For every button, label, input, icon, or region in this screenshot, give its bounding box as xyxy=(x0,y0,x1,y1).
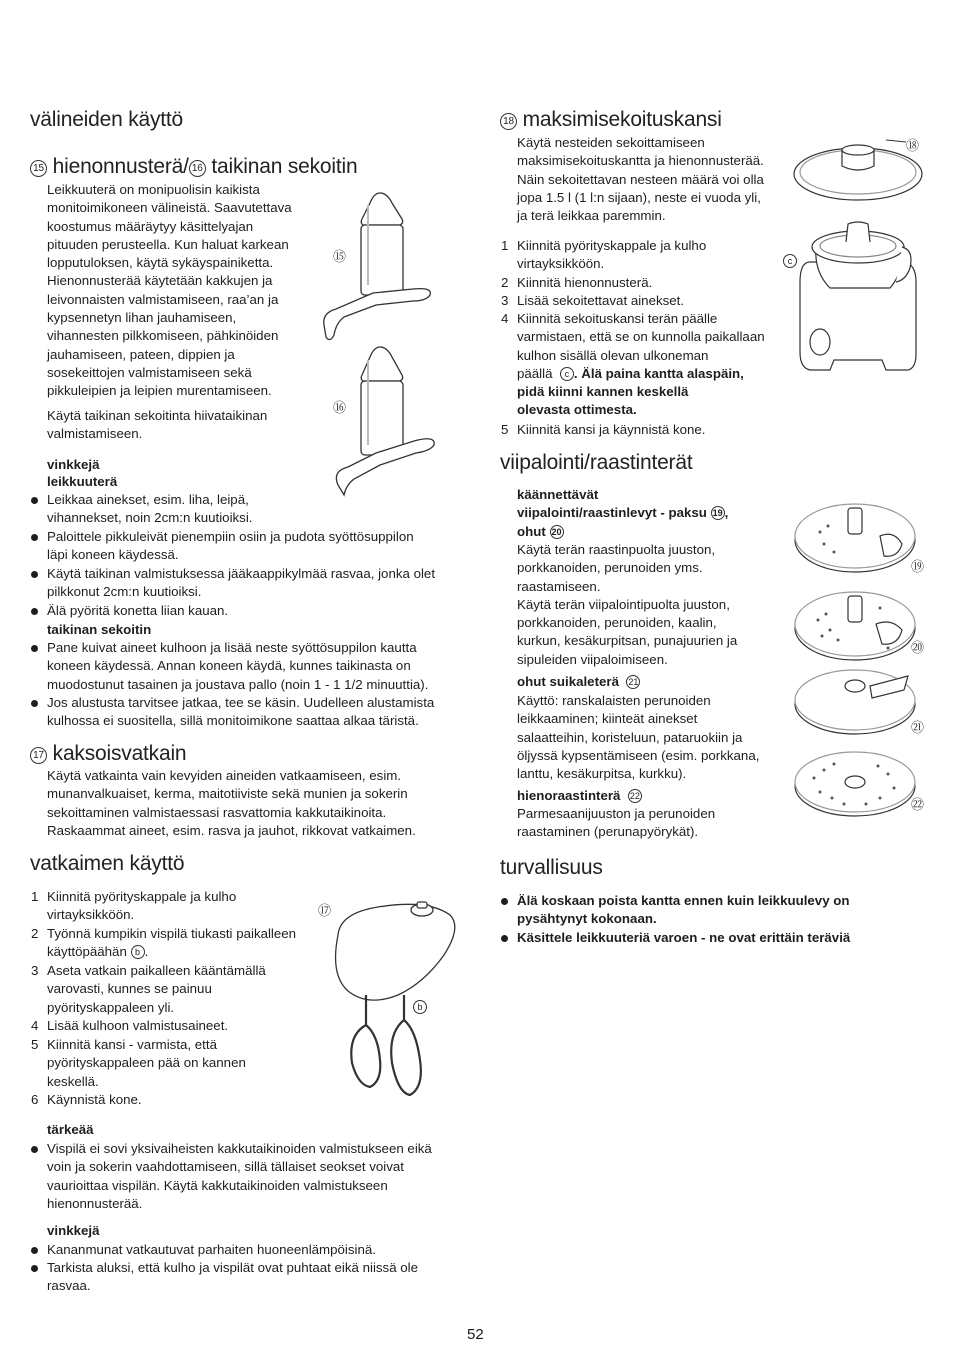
figure-label: b xyxy=(413,1000,427,1014)
list-item: Kananmunat vatkautuvat parhaiten huoneenlämpöisinä. xyxy=(30,1241,376,1259)
section-title: välineiden käyttö xyxy=(30,108,184,131)
whisk-heading: 17 kaksoisvatkain xyxy=(30,742,186,766)
step-item: 2 Kiinnitä hienonnusterä. xyxy=(501,275,653,290)
ref-badge: b xyxy=(131,945,145,959)
important-title: tärkeää xyxy=(47,1122,94,1137)
discs-subtitle: ohut suikaleterä 21 xyxy=(517,674,639,689)
step-item: 3 Lisää sekoitettavat ainekset. xyxy=(501,293,685,308)
figure-label: ⑮ xyxy=(333,249,347,264)
ref-badge: c xyxy=(560,367,574,381)
maxi-heading: 18 maksimisekoituskansi xyxy=(500,108,722,132)
chopper-paragraph: Leikkuuterä on monipuolisin kaikista monitoimikoneen välineistä. Saavutettava koostumus määräytyy käsittelyajan pituuden perusteella. Kun haluat karkean lopputuloksen, käytä sykäyspainiketta. Hienonnusterää käytetään kakkujen ja leivonnaisten valmistamiseen, raa’an ja kypsennetyn lihan jauhamiseen, vihannesten pilkkomiseen, pähkinöiden jauhamiseen, pateen, dippien ja sosekeittojen valmistamiseen sekä pikkuleipien ja leipien murentamiseen. xyxy=(47,182,292,399)
tips-title: vinkkejä xyxy=(47,457,100,472)
step-item: 4 Kiinnitä sekoituskansi terän päälle varmistaen, että se on kunnolla paikallaan kulhon sisällä olevan ulkoneman päällä c . Älä paina kantta alaspäin, pidä kiinni kannen keskellä olevasta ottimesta. xyxy=(501,311,765,418)
figure-label: ⑱ xyxy=(906,138,920,153)
number-badge: 15 xyxy=(30,160,47,177)
list-item: Älä pyöritä konetta liian kauan. xyxy=(30,602,228,620)
list-item: Pane kuivat aineet kulhoon ja lisää neste syöttösuppilon kautta koneen käydessä. Annan koneen käydä, kunnes taikinasta on muodostunut tasainen ja joustava pallo (noin 1 - 1 1/2 minuuttia). xyxy=(30,639,428,694)
step-item: 6 Käynnistä kone. xyxy=(31,1092,142,1107)
whisk-use-heading: vatkaimen käyttö xyxy=(30,852,185,875)
figure-label: ⑲ xyxy=(911,559,925,574)
page-number: 52 xyxy=(467,1326,484,1343)
list-item: Paloittele pikkuleivät pienempiin osiin ja pudota syöttösuppilon läpi koneen käydessä. xyxy=(30,528,414,565)
list-item: Älä koskaan poista kantta ennen kuin leikkuulevy on pysähtynyt kokonaan. xyxy=(500,892,850,929)
discs-illustration xyxy=(790,500,920,820)
step-item: 5 Kiinnitä kansi ja käynnistä kone. xyxy=(501,422,706,437)
maxi-paragraph: Käytä nesteiden sekoittamiseen maksimisekoituskantta ja hienonnusterää. Näin sekoitettavan nesteen määrä voi olla jopa 1.5 l (1 l:n sijaan), neste ei vuoda yli, ja terä leikkaa paremmin. xyxy=(517,135,764,224)
list-item: Vispilä ei sovi yksivaiheisten kakkutaikinoiden valmistukseen eikä voin ja sokerin vaahdottamiseen, sillä tällaiset seokset voivat vaurioittaa vispilän. Käytä kakkutaikinoiden valmistukseen hienonnusterää. xyxy=(30,1140,432,1213)
figure-label: ⑳ xyxy=(911,640,925,655)
whisk-illustration xyxy=(318,895,468,1120)
step-item: 5 Kiinnitä kansi - varmista, että pyörityskappaleen pää on kannen keskellä. xyxy=(31,1037,246,1089)
figure-label: ㉒ xyxy=(911,797,925,812)
figure-label: ㉑ xyxy=(911,720,925,735)
figure-label: ⑰ xyxy=(318,903,332,918)
discs-subtitle: käännettävät viipalointi/raastinlevyt - paksu 19 , ohut 20 xyxy=(517,487,729,539)
chopper-heading xyxy=(30,155,357,179)
list-item: Käytä taikinan valmistuksessa jääkaappikylmää rasvaa, jonka olet pilkkonut 2cm:n kuutioiksi. xyxy=(30,565,435,602)
step-item: 3 Aseta vatkain paikalleen kääntämällä varovasti, kunnes se painuu pyörityskappaleen yli. xyxy=(31,963,266,1015)
figure-label: ⑯ xyxy=(333,400,347,415)
discs-heading: viipalointi/raastinterät xyxy=(500,451,693,474)
tips-title: vinkkejä xyxy=(47,1223,100,1238)
whisk-paragraph: Käytä vatkainta vain kevyiden aineiden vatkaamiseen, esim. munanvalkuaiset, kerma, maitotiiviste sekä munien ja sokerin sekoittaminen valmistaessasi rasvattomia kakkutaikinoita. Raskaammat aineet, esim. rasva ja jauhot, rikkovat vatkaimen. xyxy=(47,768,416,838)
dough-paragraph: Käytä taikinan sekoitinta hiivataikinan valmistamiseen. xyxy=(47,408,268,442)
step-item: 1 Kiinnitä pyörityskappale ja kulho virtayksikköön. xyxy=(31,889,237,923)
heading-text: hienonnusterä/ xyxy=(52,155,189,178)
step-item: 4 Lisää kulhoon valmistusaineet. xyxy=(31,1018,229,1033)
discs-subtitle: hienoraastinterä 22 xyxy=(517,788,640,803)
number-badge: 16 xyxy=(189,160,206,177)
discs-paragraph: Parmesaanijuuston ja perunoiden raastaminen (perunapyörykät). xyxy=(517,806,716,840)
discs-paragraph: Käytä terän raastinpuolta juuston, porkkanoiden, perunoiden yms. raastamiseen. Käytä terän viipalointipuolta juuston, porkkanoiden, perunoiden, kaalin, kurkun, kesäkurpitsan, punajuurien ja sipuleiden viipaloimiseen. xyxy=(517,542,738,667)
list-item: Käsittele leikkuuteriä varoen - ne ovat erittäin teräviä xyxy=(500,929,850,947)
safety-heading: turvallisuus xyxy=(500,856,603,879)
blade-illustration xyxy=(318,185,438,475)
number-badge: 17 xyxy=(30,747,47,764)
discs-paragraph: Käyttö: ranskalaisten perunoiden leikkaaminen; kiinteät ainekset salaatteihin, koristeluun, pataruokiin ja öljyssä kypsentämiseen (esim. porkkana, lanttu, kesäkurpitsa, kurkku). xyxy=(517,693,760,782)
processor-illustration xyxy=(790,132,920,382)
figure-label: c xyxy=(783,254,797,268)
number-badge: 18 xyxy=(500,113,517,130)
step-item: 2 Työnnä kumpikin vispilä tiukasti paikalleen käyttöpäähän b . xyxy=(31,926,297,960)
step-item: 1 Kiinnitä pyörityskappale ja kulho virtayksikköön. xyxy=(501,238,707,272)
tips-subtitle: taikinan sekoitin xyxy=(47,622,152,637)
list-item: Jos alustusta tarvitsee jatkaa, tee se käsin. Uudelleen alustamista kulhossa ei suositella, sillä monitoimikone saattaa alkaa täristä. xyxy=(30,694,434,731)
list-item: Tarkista aluksi, että kulho ja vispilät ovat puhtaat eikä niissä ole rasvaa. xyxy=(30,1259,418,1296)
heading-text: taikinan sekoitin xyxy=(211,155,358,178)
tips-subtitle: leikkuuterä xyxy=(47,474,118,489)
list-item: Leikkaa ainekset, esim. liha, leipä, vihannekset, noin 2cm:n kuutioiksi. xyxy=(30,491,252,528)
